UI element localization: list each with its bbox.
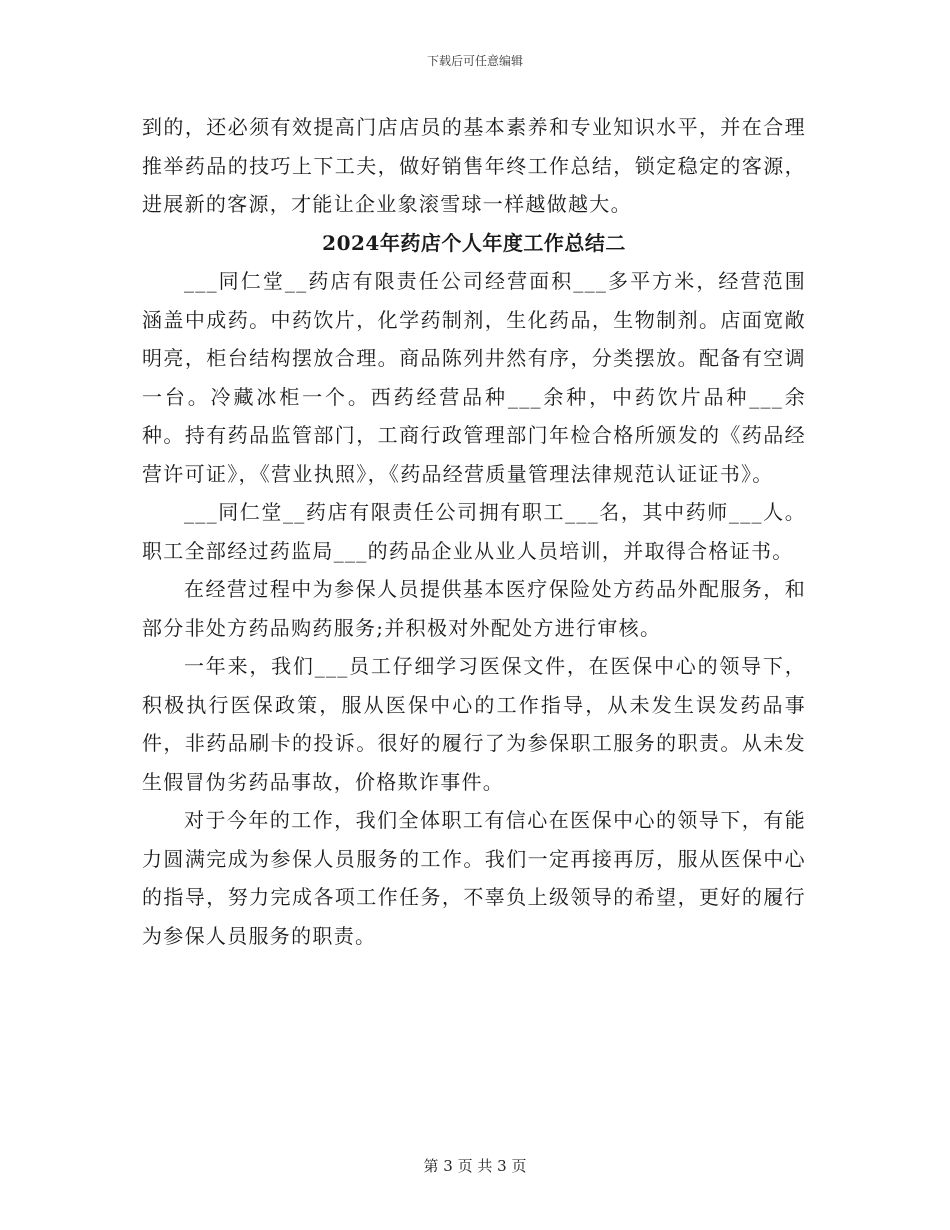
paragraph-insurance-service: 在经营过程中为参保人员提供基本医疗保险处方药品外配服务，和部分非处方药品购药服务;并积极对外配处方进行审核。 bbox=[142, 577, 806, 640]
document-body bbox=[142, 108, 806, 955]
page-number: 第 3 页 共 3 页 bbox=[423, 1157, 527, 1175]
paragraph-outlook: 对于今年的工作，我们全体职工有信心在医保中心的领导下，有能力圆满完成为参保人员服务的工作。我们一定再接再厉，服从医保中心的指导，努力完成各项工作任务，不辜负上级领导的希望，更好的履行为参保人员服务的职责。 bbox=[142, 808, 806, 948]
paragraph-staff: ___同仁堂__药店有限责任公司拥有职工___名，其中药师___人。职工全部经过药监局___的药品企业从业人员培训，并取得合格证书。 bbox=[142, 500, 806, 563]
continuation-paragraph: 到的，还必须有效提高门店店员的基本素养和专业知识水平，并在合理推举药品的技巧上下工夫，做好销售年终工作总结，锁定稳定的客源，进展新的客源，才能让企业象滚雪球一样越做越大。 bbox=[142, 115, 806, 216]
section-title: 2024年药店个人年度工作总结二 bbox=[322, 230, 626, 255]
paragraph-store-overview: ___同仁堂__药店有限责任公司经营面积___多平方米，经营范围涵盖中成药。中药饮片，化学药制剂，生化药品，生物制剂。店面宽敞明亮，柜台结构摆放合理。商品陈列井然有序，分类摆放。配备有空调一台。冷藏冰柜一个。西药经营品种___余种，中药饮片品种___余种。持有药品监管部门，工商行政管理部门年检合格所颁发的《药品经营许可证》，《营业执照》，《药品经营质量管理法律规范认证证书》。 bbox=[142, 269, 806, 486]
paragraph-year-review: 一年来，我们___员工仔细学习医保文件，在医保中心的领导下，积极执行医保政策，服从医保中心的工作指导，从未发生误发药品事件，非药品刷卡的投诉。很好的履行了为参保职工服务的职责。从未发生假冒伪劣药品事故，价格欺诈事件。 bbox=[142, 654, 806, 794]
page-header-note: 下载后可任意编辑 bbox=[426, 54, 523, 68]
